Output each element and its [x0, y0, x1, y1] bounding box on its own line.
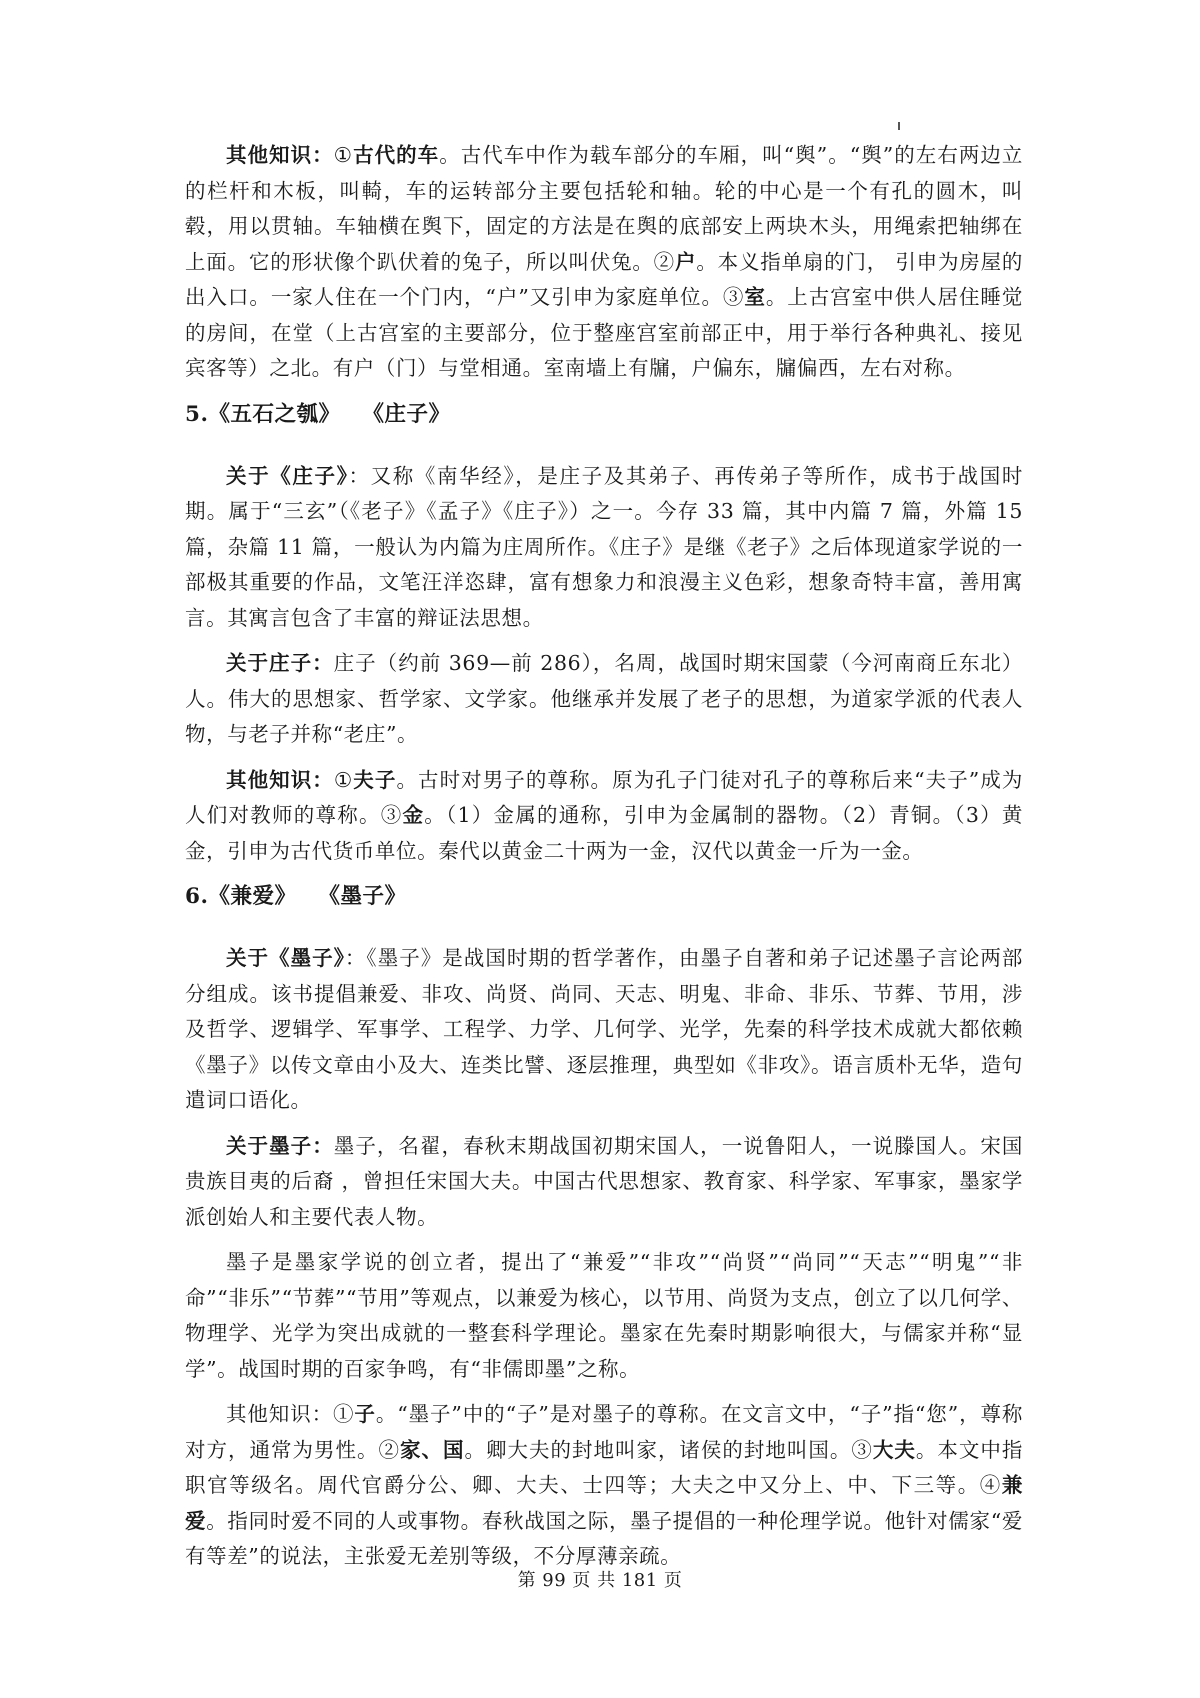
bold-term: 关于《墨子》 [226, 946, 345, 970]
page-footer: 第 99 页 共 181 页 [517, 1570, 683, 1591]
section-source: 《墨子》 [318, 884, 407, 909]
bold-term: 其他知识： [226, 143, 334, 167]
text-run: 。古时对男子的尊称。原为孔子门徒对孔子的尊称后来“夫子”成为人们对教师的尊称。③ [185, 767, 1023, 827]
text-run: 。“墨子”中的“子”是对墨子的尊称。在文言文中，“子”指“您”，尊称对方，通常为男性。② [185, 1402, 1023, 1462]
bold-term: 金 [402, 803, 425, 827]
text-run: 。（1）金属的通称，引申为金属制的器物。（2）青铜。（3）黄金，引申为古代货币单位。秦代以黄金二十两为一金，汉代以黄金一斤为一金。 [185, 803, 1023, 863]
bold-term: 关于庄子： [226, 651, 334, 675]
bold-term: 家、国 [399, 1437, 465, 1462]
bold-term: 子 [354, 1402, 376, 1426]
text-run: ① [333, 767, 354, 792]
section-title: 《五石之瓠》 [208, 401, 341, 427]
text-run: 。本义指单扇的门， 引申为房屋的出入口。一家人住在一个门内，“户”又引申为家庭单位。③ [185, 249, 1023, 309]
text-run: 。卿大夫的封地叫家，诸侯的封地叫国。③ [464, 1437, 873, 1462]
section-number: 6. [185, 884, 209, 909]
text-run: 。指同时爱不同的人或事物。春秋战国之际，墨子提倡的一种伦理学说。他针对儒家“爱有等差”的说法，主张爱无差别等级，不分厚薄亲疏。 [185, 1508, 1023, 1568]
bold-term: 兼爱 [185, 1473, 1023, 1533]
section-title: 《兼爱》 [208, 884, 297, 909]
bold-term: 夫子 [353, 767, 397, 792]
paragraph [185, 138, 1023, 387]
bold-term: 古代的车 [353, 143, 440, 167]
bold-term: 关于《庄子》 [226, 463, 349, 488]
bold-term: 其他知识： [226, 767, 334, 792]
text-run: 墨子，名翟，春秋末期战国初期宋国人，一说鲁阳人，一说滕国人。宋国贵族目夷的后裔 ，曾担任宋国大夫。中国古代思想家、教育家、科学家、军事家，墨家学派创始人和主要代表人物。 [185, 1133, 1023, 1229]
bold-term: 室 [744, 285, 766, 309]
paragraph [185, 459, 1023, 637]
paragraph [185, 646, 1023, 753]
page-corner-mark [898, 122, 900, 130]
paragraph [185, 763, 1023, 870]
text-run: 其他知识：① [226, 1402, 355, 1426]
paragraph [185, 941, 1023, 1119]
text-run: 。本文中指职官等级名。周代官爵分公、卿、大夫、士四等；大夫之中又分上、中、下三等。④ [185, 1437, 1024, 1497]
text-run: 庄子（约前 369—前 286），名周，战国时期宋国蒙（今河南商丘东北）人。伟大的思想家、哲学家、文学家。他继承并发展了老子的思想，为道家学派的代表人物，与老子并称“老庄”。 [185, 651, 1023, 746]
section-heading [185, 879, 1023, 915]
paragraph [185, 1129, 1023, 1236]
bold-term: 关于墨子： [226, 1133, 334, 1158]
paragraph [185, 1245, 1023, 1387]
text-run: 。古代车中作为载车部分的车厢，叫“舆”。“舆”的左右两边立的栏杆和木板，叫輢，车的运转部分主要包括轮和轴。轮的中心是一个有孔的圆木，叫毂，用以贯轴。车轴横在舆下，固定的方法是在舆的底部安上两块木头，用绳索把轴绑在上面。它的形状像个趴伏着的兔子，所以叫伏兔。② [185, 143, 1024, 274]
page-body [185, 138, 1023, 1585]
bold-term: 大夫 [872, 1437, 916, 1462]
paragraph [185, 1397, 1023, 1575]
text-run: ① [333, 143, 354, 167]
section-heading [185, 397, 1023, 433]
bold-term: 户 [675, 249, 697, 274]
text-run: ：《墨子》是战国时期的哲学著作，由墨子自著和弟子记述墨子言论两部分组成。该书提倡兼爱、非攻、尚贤、尚同、天志、明鬼、非命、非乐、节葬、节用，涉及哲学、逻辑学、军事学、工程学、力学、几何学、光学，先秦的科学技术成就大都依赖《墨子》以传文章由小及大、连类比譬、逐层推理，典型如《非攻》。语言质朴无华，造句遣词口语化。 [185, 946, 1023, 1112]
text-run: ：又称《南华经》，是庄子及其弟子、再传弟子等所作，成书于战国时期。属于“三玄”（《老子》《孟子》《庄子》）之一。今存 33 篇，其中内篇 7 篇，外篇 15 篇，杂篇 11 篇，一般认为内篇为庄周所作。《庄子》是继《老子》之后体现道家学说的一部极其重要的作品，文笔汪洋恣肆，富有想象力和浪漫主义色彩，想象奇特丰富，善用寓言。其寓言包含了丰富的辩证法思想。 [185, 463, 1023, 630]
section-source: 《庄子》 [362, 401, 451, 427]
text-run: 墨子是墨家学说的创立者，提出了“兼爱”“非攻”“尚贤”“尚同”“天志”“明鬼”“非命”“非乐”“节葬”“节用”等观点，以兼爱为核心，以节用、尚贤为支点，创立了以几何学、物理学、光学为突出成就的一整套科学理论。墨家在先秦时期影响很大，与儒家并称“显学”。战国时期的百家争鸣，有“非儒即墨”之称。 [185, 1250, 1023, 1381]
text-run: 。上古宫室中供人居住睡觉的房间，在堂（上古宫室的主要部分，位于整座宫室前部正中，用于举行各种典礼、接见宾客等）之北。有户（门）与堂相通。室南墙上有牖，户偏东，牖偏西，左右对称。 [185, 285, 1023, 380]
section-number: 5. [185, 401, 209, 427]
